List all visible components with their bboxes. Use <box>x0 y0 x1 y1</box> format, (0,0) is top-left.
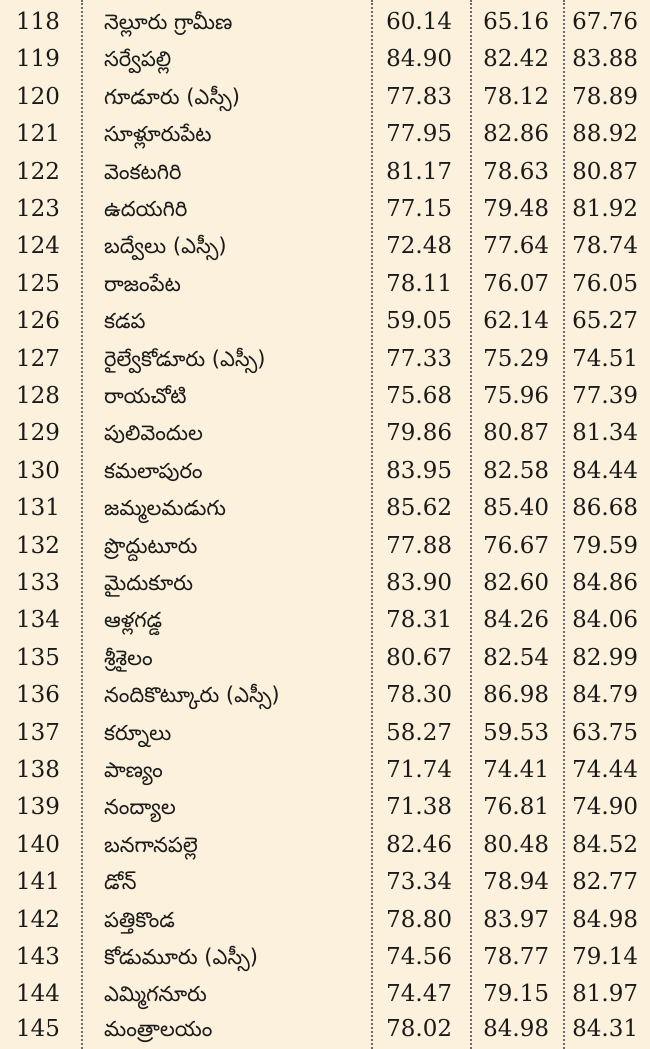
table-row <box>0 752 650 789</box>
row-number: 137 <box>16 719 60 746</box>
table-row <box>0 154 650 191</box>
constituency-name: వెంకటగిరి <box>104 159 182 184</box>
row-number: 142 <box>16 906 60 933</box>
table-row <box>0 677 650 714</box>
value-col-2: 82.42 <box>483 46 549 73</box>
table-row <box>0 41 650 78</box>
value-col-1: 74.47 <box>386 981 452 1008</box>
table-row <box>0 303 650 340</box>
value-col-3: 84.98 <box>572 906 638 933</box>
value-col-3: 78.89 <box>572 83 638 110</box>
value-col-2: 74.41 <box>483 757 549 783</box>
table-row <box>0 565 650 602</box>
value-col-3: 77.39 <box>572 383 638 409</box>
constituency-name: పత్తికొండ <box>104 907 175 932</box>
constituency-name: నంద్యాల <box>104 795 176 820</box>
value-col-3: 84.44 <box>572 457 638 484</box>
constituency-name: నందికొట్కూరు (ఎస్సీ) <box>104 683 280 708</box>
row-number: 125 <box>16 270 60 297</box>
table-row <box>0 976 650 1013</box>
value-col-3: 82.77 <box>572 869 638 896</box>
value-col-1: 60.14 <box>386 9 452 35</box>
row-number: 119 <box>16 46 60 73</box>
value-col-2: 76.67 <box>483 532 549 559</box>
value-col-1: 80.67 <box>386 644 452 671</box>
value-col-2: 78.12 <box>483 83 549 110</box>
value-col-3: 65.27 <box>572 308 638 335</box>
value-col-3: 81.92 <box>572 196 638 222</box>
value-col-1: 84.90 <box>386 46 452 73</box>
value-col-1: 71.38 <box>386 794 452 821</box>
value-col-3: 67.76 <box>572 9 638 35</box>
table-row <box>0 490 650 527</box>
value-col-1: 78.80 <box>386 906 452 933</box>
value-col-1: 85.62 <box>386 495 452 522</box>
value-col-1: 75.68 <box>386 383 452 409</box>
value-col-2: 78.77 <box>483 944 549 970</box>
row-number: 127 <box>16 345 60 372</box>
constituency-name: ఆళ్లగడ్డ <box>104 608 163 633</box>
value-col-1: 77.83 <box>386 83 452 110</box>
table-row <box>0 341 650 378</box>
row-number: 144 <box>16 981 60 1008</box>
constituency-name: రైల్వేకోడూరు (ఎస్సీ) <box>104 346 266 371</box>
value-col-3: 76.05 <box>572 270 638 297</box>
value-col-1: 77.15 <box>386 196 452 222</box>
table-row <box>0 789 650 826</box>
value-col-1: 81.17 <box>386 158 452 185</box>
row-number: 122 <box>16 158 60 185</box>
constituency-name: కమలాపురం <box>104 458 203 483</box>
value-col-2: 75.96 <box>483 383 549 409</box>
table-row <box>0 827 650 864</box>
row-number: 133 <box>16 570 60 596</box>
table-row <box>0 4 650 41</box>
value-col-2: 62.14 <box>483 308 549 335</box>
value-col-2: 80.48 <box>483 831 549 858</box>
value-col-3: 88.92 <box>572 121 638 148</box>
row-number: 121 <box>16 121 60 148</box>
value-col-3: 84.86 <box>572 570 638 596</box>
table-row <box>0 453 650 490</box>
constituency-name: గూడూరు (ఎస్సీ) <box>104 84 240 109</box>
row-number: 136 <box>16 682 60 709</box>
value-col-3: 84.06 <box>572 607 638 634</box>
value-col-1: 78.30 <box>386 682 452 709</box>
table-row <box>0 191 650 228</box>
table-row <box>0 902 650 939</box>
constituency-name: ప్రొద్దుటూరు <box>104 533 198 558</box>
row-number: 123 <box>16 196 60 222</box>
value-col-1: 78.02 <box>386 1016 452 1042</box>
value-col-1: 74.56 <box>386 944 452 970</box>
row-number: 128 <box>16 383 60 409</box>
row-number: 120 <box>16 83 60 110</box>
value-col-1: 79.86 <box>386 420 452 447</box>
constituency-name: జమ్మలమడుగు <box>104 496 226 521</box>
value-col-1: 77.95 <box>386 121 452 148</box>
table-row <box>0 228 650 265</box>
value-col-2: 79.15 <box>483 981 549 1008</box>
value-col-2: 78.94 <box>483 869 549 896</box>
value-col-2: 84.26 <box>483 607 549 634</box>
row-number: 135 <box>16 644 60 671</box>
constituency-name: కోడుమూరు (ఎస్సీ) <box>104 945 258 969</box>
constituency-name: డోన్ <box>104 870 137 895</box>
value-col-1: 72.48 <box>386 233 452 260</box>
value-col-2: 82.86 <box>483 121 549 148</box>
row-number: 124 <box>16 233 60 260</box>
value-col-3: 74.90 <box>572 794 638 821</box>
value-col-3: 80.87 <box>572 158 638 185</box>
table-row <box>0 602 650 639</box>
value-col-1: 58.27 <box>386 719 452 746</box>
table-row <box>0 1011 650 1048</box>
table-row <box>0 939 650 976</box>
table-row <box>0 864 650 901</box>
constituency-name: కడప <box>104 309 146 334</box>
row-number: 145 <box>16 1016 60 1042</box>
row-number: 140 <box>16 831 60 858</box>
constituency-name: రాజంపేట <box>104 271 181 296</box>
value-col-2: 76.81 <box>483 794 549 821</box>
constituency-name: మైదుకూరు <box>104 571 194 595</box>
table-row <box>0 640 650 677</box>
value-col-2: 80.87 <box>483 420 549 447</box>
row-number: 138 <box>16 757 60 783</box>
value-col-2: 85.40 <box>483 495 549 522</box>
row-number: 131 <box>16 495 60 522</box>
value-col-3: 79.14 <box>572 944 638 970</box>
constituency-name: శ్రీశైలం <box>104 645 153 670</box>
row-number: 130 <box>16 457 60 484</box>
value-col-1: 78.11 <box>386 270 452 297</box>
constituency-name: ఎమ్మిగనూరు <box>104 982 207 1007</box>
value-col-1: 77.88 <box>386 532 452 559</box>
value-col-3: 82.99 <box>572 644 638 671</box>
row-number: 139 <box>16 794 60 821</box>
value-col-1: 78.31 <box>386 607 452 634</box>
value-col-2: 76.07 <box>483 270 549 297</box>
value-col-2: 82.58 <box>483 457 549 484</box>
constituency-name: పాణ్యం <box>104 758 163 782</box>
value-col-1: 82.46 <box>386 831 452 858</box>
value-col-3: 78.74 <box>572 233 638 260</box>
row-number: 141 <box>16 869 60 896</box>
value-col-3: 81.97 <box>572 981 638 1008</box>
value-col-1: 83.95 <box>386 457 452 484</box>
table-row <box>0 378 650 415</box>
constituency-name: ఉదయగిరి <box>104 197 188 221</box>
value-col-1: 83.90 <box>386 570 452 596</box>
value-col-2: 82.60 <box>483 570 549 596</box>
value-col-1: 77.33 <box>386 345 452 372</box>
table-row <box>0 116 650 153</box>
row-number: 126 <box>16 308 60 335</box>
constituency-name: పులివెందుల <box>104 421 203 446</box>
constituency-name: సూళ్లూరుపేట <box>104 122 212 147</box>
value-col-3: 84.52 <box>572 831 638 858</box>
row-number: 129 <box>16 420 60 447</box>
value-col-2: 59.53 <box>483 719 549 746</box>
value-col-1: 59.05 <box>386 308 452 335</box>
constituency-name: మంత్రాలయం <box>104 1017 213 1041</box>
table-row <box>0 528 650 565</box>
value-col-2: 77.64 <box>483 233 549 260</box>
row-number: 118 <box>16 9 60 35</box>
constituency-name: రాయచోటి <box>104 384 187 408</box>
value-col-2: 86.98 <box>483 682 549 709</box>
value-col-2: 65.16 <box>483 9 549 35</box>
value-col-2: 79.48 <box>483 196 549 222</box>
value-col-3: 79.59 <box>572 532 638 559</box>
value-col-3: 84.31 <box>572 1016 638 1042</box>
value-col-2: 82.54 <box>483 644 549 671</box>
constituency-name: బద్వేలు (ఎస్సీ) <box>104 234 227 259</box>
value-col-2: 84.98 <box>483 1016 549 1042</box>
constituency-name: కర్నూలు <box>104 720 172 745</box>
table-row <box>0 715 650 752</box>
value-col-3: 74.44 <box>572 757 638 783</box>
value-col-3: 86.68 <box>572 495 638 522</box>
row-number: 134 <box>16 607 60 634</box>
constituency-name: నెల్లూరు గ్రామీణ <box>104 10 233 34</box>
value-col-2: 83.97 <box>483 906 549 933</box>
value-col-3: 81.34 <box>572 420 638 447</box>
row-number: 143 <box>16 944 60 970</box>
value-col-3: 74.51 <box>572 345 638 372</box>
constituency-name: సర్వేపల్లి <box>104 47 172 72</box>
value-col-2: 75.29 <box>483 345 549 372</box>
constituency-name: బనగానపల్లె <box>104 832 198 857</box>
value-col-2: 78.63 <box>483 158 549 185</box>
value-col-3: 84.79 <box>572 682 638 709</box>
row-number: 132 <box>16 532 60 559</box>
value-col-1: 71.74 <box>386 757 452 783</box>
value-col-1: 73.34 <box>386 869 452 896</box>
value-col-3: 83.88 <box>572 46 638 73</box>
table-row <box>0 79 650 116</box>
table-row <box>0 266 650 303</box>
table-row <box>0 415 650 452</box>
value-col-3: 63.75 <box>572 719 638 746</box>
